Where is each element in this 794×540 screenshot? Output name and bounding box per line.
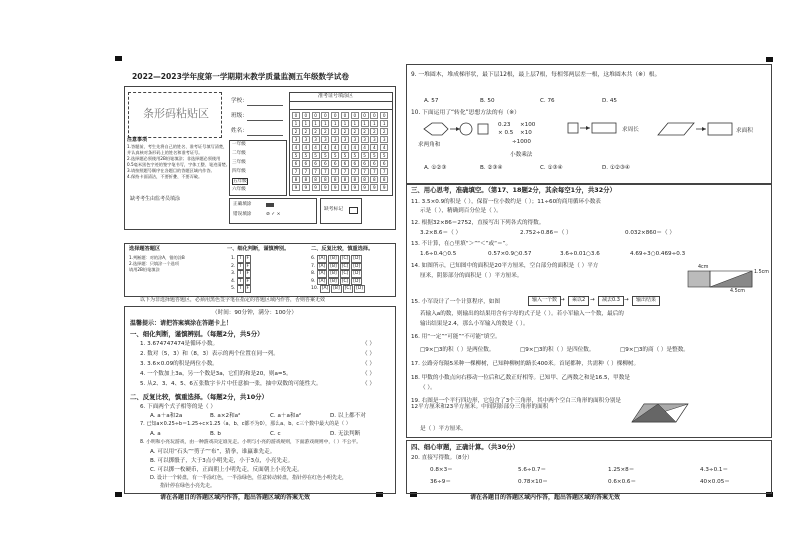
exam-number-bubble[interactable]: 1 (312, 120, 320, 127)
answer-paren[interactable]: （ ） (362, 371, 375, 377)
exam-number-bubble[interactable]: 3 (321, 136, 329, 143)
q16-item: □9×□3的积（ ）是两位数。 (420, 347, 495, 353)
judge-bubble-row[interactable] (231, 278, 252, 286)
calc-item: 4.3÷0.1＝ (700, 467, 729, 473)
exam-number-bubble[interactable]: 7 (370, 168, 378, 175)
exam-number-bubble[interactable]: 5 (321, 152, 329, 159)
q14-dim: 1.5cm (754, 270, 769, 275)
q19-cont: 是（ ）平方厘米。 (420, 426, 467, 432)
q10-math: × 0.5 (498, 130, 514, 136)
choice-option: C. a＋a和a² (270, 413, 302, 419)
exam-number-bubble[interactable]: 4 (370, 144, 378, 151)
exam-number-bubble[interactable]: 0 (302, 112, 310, 119)
exam-number-bubble[interactable]: 5 (302, 152, 310, 159)
choice-bubble-row[interactable] (311, 263, 363, 271)
exam-number-bubble[interactable]: 5 (380, 152, 388, 159)
answer-bubble[interactable]: [C] (341, 263, 349, 269)
exam-number-bubble[interactable]: 1 (321, 120, 329, 127)
q18: 18. 甲数的小数点向右移动一位后和乙数正好相等。已知甲、乙两数之和是16.5，甲数是 (411, 375, 630, 381)
exam-number-bubble[interactable]: 2 (321, 128, 329, 135)
exam-number-bubble[interactable]: 5 (331, 152, 339, 159)
note-line: 2.选择题必须使用2B铅笔填涂；非选择题必须使用 (127, 156, 221, 161)
q16: 16. 用“一定”“可能”“不可能”填空。 (411, 334, 501, 340)
q17: 17. 公路旁每隔5米种一棵柳树，已知种柳树的路长400米。首尾都种，共需种（ ）棵柳树。 (411, 361, 640, 367)
exam-number-bubble[interactable]: 1 (302, 120, 310, 127)
q9-option: C. 76 (540, 98, 555, 104)
grade-label: 五年级 (233, 179, 247, 184)
choice-bubble-row[interactable] (311, 278, 363, 286)
answer-bubble[interactable]: F (246, 256, 250, 261)
choice-note: 1.判断题：对的涂A，错的涂B (129, 255, 185, 260)
fill-correct-label: 正确填涂 (233, 202, 252, 207)
answer-paren[interactable]: （ ） (362, 361, 375, 367)
school-field-label: 学校： (231, 98, 248, 104)
judge-question: 4. 一个数加上3a，另一个数是3a，它们的和是20，则a=5。 (140, 371, 292, 377)
choice-option: D. 设计一个转盘，有一半涂红色，一半涂绿色，任意转动转盘，指针停在红色小明先走， (150, 475, 348, 481)
choice-option: B. a×2和a² (210, 413, 241, 419)
answer-bubble[interactable]: T (238, 263, 242, 269)
section-three-title: 三、用心思考，准确填空。（第17、18题2分，其余每空1分，共32分） (411, 186, 616, 194)
exam-number-bubble[interactable]: 3 (370, 136, 378, 143)
absent-label: 缺考标记 (324, 207, 344, 212)
q15-cont: 输出结果是2.4，那么小军输入的数是（ ）。 (420, 321, 529, 327)
exam-number-bubble[interactable]: 9 (341, 184, 349, 191)
answer-paren[interactable]: （ ） (362, 351, 375, 357)
choice-answer-area (124, 243, 396, 297)
exam-number-bubble[interactable]: 9 (331, 184, 339, 191)
exam-number-bubble[interactable]: 3 (292, 136, 300, 143)
q10-math: 0.23 (498, 122, 511, 128)
calc-item: 40×0.05＝ (700, 479, 730, 485)
q10-figures (418, 119, 738, 159)
exam-number-bubble[interactable]: 0 (380, 112, 388, 119)
exam-number-bubble[interactable]: 5 (312, 152, 320, 159)
answer-paren[interactable]: （ ） (362, 381, 375, 387)
exam-title: 2022—2023学年度第一学期期末教学质量监测五年级数学试卷 (132, 72, 349, 81)
exam-number-bubble[interactable]: 3 (351, 136, 359, 143)
exam-number-bubble[interactable]: 6 (361, 160, 369, 167)
exam-number-bubble[interactable]: 7 (331, 168, 339, 175)
exam-number-bubble[interactable]: 1 (292, 120, 300, 127)
answer-paren[interactable]: （ ） (362, 341, 375, 347)
q10-option: A. ①②③ (424, 165, 447, 171)
flow-arrow: → (590, 297, 595, 303)
answer-bubble[interactable]: [C] (341, 256, 349, 261)
exam-number-bubble[interactable]: 3 (361, 136, 369, 143)
q10-math: ×100 (520, 122, 536, 128)
answer-bubble[interactable]: [A] (318, 271, 326, 276)
section-two-title: 二、反复比较，慎重选择。（每题2分，共10分） (130, 393, 268, 401)
exam-number-bubble[interactable]: 6 (321, 160, 329, 167)
exam-number-bubble[interactable]: 4 (351, 144, 359, 151)
question-number: 1. (231, 256, 237, 261)
exam-number-bubble[interactable]: 8 (331, 176, 339, 183)
right-footer: 请在各题目的答题区域内作答，超出答题区域的答案无效 (470, 494, 621, 501)
exam-number-bubble[interactable]: 4 (321, 144, 329, 151)
exam-number-bubble[interactable]: 2 (331, 128, 339, 135)
choice-option: D. 无法判断 (330, 431, 361, 437)
answer-bubble[interactable]: T (238, 271, 242, 276)
q10-label: 求面积 (736, 128, 753, 134)
q9: 9. 一堆圆木，堆成梯形状，最下层12根，最上层7根，每相邻两层差一根，这堆圆木共（※）根。 (411, 72, 661, 78)
q10-option: D. ①②③④ (602, 165, 630, 171)
exam-number-bubble[interactable]: 4 (361, 144, 369, 151)
answer-bubble[interactable]: [B] (330, 263, 337, 269)
exam-number-bubble[interactable]: 1 (351, 120, 359, 127)
q12-item: 3.2×8.6＝（ ） (420, 230, 462, 236)
q14: 14. 如图所示，已知图中的面积是20平方厘米，空白部分的面积是（ ）平方 (411, 263, 599, 269)
exam-number-bubble[interactable]: 8 (370, 176, 378, 183)
fill-wrong-label: 错误填涂 (233, 212, 252, 217)
exam-number-bubble[interactable]: 6 (370, 160, 378, 167)
judge-head: 一、细化判断，谨慎辨别。 (227, 246, 290, 252)
registration-mark (115, 492, 122, 497)
exam-number-bubble[interactable]: 6 (351, 160, 359, 167)
answer-bubble[interactable]: [A] (321, 286, 329, 291)
exam-number-bubble[interactable]: 6 (302, 160, 310, 167)
grade-table (229, 140, 287, 196)
exam-number-bubble[interactable]: 8 (312, 176, 320, 183)
judge-question: 1. 3.674747474是循环小数。 (140, 341, 219, 347)
answer-bubble[interactable]: [D] (356, 286, 363, 291)
exam-number-bubble[interactable]: 2 (302, 128, 310, 135)
choice-option: A. a＋a和2a (150, 413, 183, 419)
exam-number-bubble[interactable]: 0 (292, 112, 300, 119)
flow-arrow: → (624, 297, 629, 303)
answer-bubble[interactable]: [C] (341, 278, 349, 284)
exam-number-bubble[interactable]: 0 (341, 112, 349, 119)
q14-figure (684, 265, 764, 295)
answer-bubble[interactable]: F (246, 278, 250, 284)
exam-number-bubble[interactable]: 1 (331, 120, 339, 127)
q14-dim: 4.5cm (730, 289, 745, 294)
choice-option: 指针停在绿色小亮先走。 (150, 483, 216, 489)
question-number: 10. (311, 286, 320, 291)
exam-number-bubble[interactable]: 8 (302, 176, 310, 183)
choice-question: 7. 已知a×0.25÷b＝1.25÷c×1.25（a、b、c都不为0），那么a、b、c三个数中最大的是（ ） (140, 421, 351, 427)
exam-number-bubble[interactable]: 0 (321, 112, 329, 119)
q10-label: 小数乘法 (510, 152, 533, 158)
note-line: 并认真核对条形码上的姓名和准考证号。 (127, 150, 203, 155)
choice-question: 8. 小明和小亮玩游戏，由一种游戏决定谁先走。小明与小亮的游戏规则，下面游戏规则中，（ ）不公平。 (140, 440, 362, 445)
exam-number-bubble[interactable]: 7 (312, 168, 320, 175)
choice-option: A. 可以用“石头”“剪子”“布”，猜拳，谁赢谁先走。 (150, 449, 276, 455)
exam-number-bubble[interactable]: 0 (331, 112, 339, 119)
exam-number-bubble[interactable]: 2 (351, 128, 359, 135)
q10-option: C. ①③④ (540, 165, 563, 171)
choose-head: 二、反复比较，慎重选择。 (311, 246, 374, 252)
exam-number-bubble[interactable]: 6 (312, 160, 320, 167)
choice-note: 请用2B铅笔填涂 (129, 267, 160, 272)
exam-number-bubble[interactable]: 9 (292, 184, 300, 191)
exam-number-bubble[interactable]: 4 (312, 144, 320, 151)
exam-number-bubble[interactable]: 5 (361, 152, 369, 159)
judge-question: 2. 数对（5，3）和（8，3）表示的两个位置在同一列。 (140, 351, 279, 357)
exam-number-bubble[interactable]: 3 (341, 136, 349, 143)
exam-number-bubble[interactable]: 7 (302, 168, 310, 175)
exam-number-bubble[interactable]: 4 (331, 144, 339, 151)
answer-bubble[interactable]: [D] (353, 263, 361, 269)
exam-number-bubble[interactable]: 2 (361, 128, 369, 135)
choice-bubble-row[interactable] (311, 285, 366, 293)
absent-box[interactable] (320, 198, 362, 224)
question-number: 7. (311, 263, 317, 269)
q11: 11. 3.5×0.9的积是（ ），保留一位小数约是（ ）；11÷60的商用循环小数表 (411, 199, 601, 205)
judge-question: 5. 从2、3、4、5、6五张数字卡片中任意抽一张，抽中双数的可能性大。 (140, 381, 322, 387)
registration-mark (766, 57, 773, 62)
exam-number-bubble[interactable]: 5 (292, 152, 300, 159)
question-number: 6. (311, 256, 317, 261)
q13-item: 3.6÷0.01○3.6 (560, 251, 600, 257)
q12: 12. 根据32×86＝2752，直接写出下列各式的得数。 (411, 220, 545, 226)
exam-number-bubble[interactable]: 6 (380, 160, 388, 167)
q9-option: A. 57 (424, 98, 439, 104)
q13: 13. 不计算，在○里填“＞”“＜”或“＝”。 (411, 241, 512, 247)
note-line: 3.请按照题号顺序在各题目的答题区域内作答。 (127, 168, 215, 173)
question-number: 9. (311, 278, 317, 284)
choice-option: D. 以上都不对 (330, 413, 366, 419)
class-field-label: 班级： (231, 113, 248, 119)
q15-flow-step: 输出结果 (632, 296, 660, 306)
judge-bubble-row[interactable] (231, 285, 252, 293)
exam-number-bubble[interactable]: 4 (341, 144, 349, 151)
answer-bubble[interactable]: F (246, 271, 250, 276)
exam-number-bubble[interactable]: 2 (370, 128, 378, 135)
teacher-note: 缺考考生由监考员填涂 (130, 196, 181, 202)
barcode-area (128, 92, 222, 138)
choice-option: B. 可以掷骰子，大于3点小明先走，小于3点，小亮先走。 (150, 458, 294, 464)
exam-number-bubble[interactable]: 3 (380, 136, 388, 143)
fill-example-box (229, 198, 317, 224)
question-number: 2. (231, 263, 237, 269)
q19: 19. 右图是一个平行四边形，它包含了3个三角形，其中两个空白三角形的面积分别是12平方厘米和23平方厘米。中间阴影部分三角形的面积 (411, 398, 622, 411)
q19-figure (628, 402, 692, 424)
answer-bubble[interactable]: [B] (330, 256, 337, 261)
q15-flow-step: 减去0.3 (598, 296, 624, 306)
exam-number-title: 准考证号填涂区 (318, 93, 354, 99)
exam-number-bubble[interactable]: 9 (361, 184, 369, 191)
choice-bubble-row[interactable] (311, 255, 363, 263)
q9-option: D. 45 (602, 98, 617, 104)
exam-number-bubble[interactable]: 8 (292, 176, 300, 183)
exam-number-bubble[interactable]: 0 (312, 112, 320, 119)
question-number: 5. (231, 286, 237, 291)
q20: 20. 直接写得数。（8分） (411, 455, 473, 461)
question-number: 3. (231, 271, 237, 276)
answer-bubble[interactable]: [C] (341, 271, 349, 276)
name-field-label: 姓名： (231, 128, 248, 134)
q16-item: □9×□3的积（ ）是四位数。 (520, 347, 595, 353)
exam-number-grid (289, 92, 393, 196)
exam-number-bubble[interactable]: 9 (321, 184, 329, 191)
grade-label: 一年级 (232, 142, 246, 147)
exam-number-bubble[interactable]: 7 (341, 168, 349, 175)
grade-label: 二年级 (232, 151, 246, 156)
calc-item: 5.6÷0.7＝ (518, 467, 547, 473)
choice-note: 2.选择题：只填涂一个选项 (129, 261, 180, 266)
q12-item: 0.032×860＝（ ） (625, 230, 675, 236)
grade-label: 三年级 (232, 160, 246, 165)
q11-cont: 示是（ ），精确到百分位是（ ）。 (420, 208, 502, 214)
exam-number-bubble[interactable]: 2 (341, 128, 349, 135)
answer-bubble[interactable]: T (238, 256, 242, 261)
exam-number-bubble[interactable]: 5 (341, 152, 349, 159)
answer-bubble[interactable]: T (238, 278, 242, 284)
judge-bubble-row[interactable] (231, 263, 252, 271)
registration-mark (115, 56, 122, 61)
note-line: 0.5毫米黑色字迹的签字笔书写，字体工整、笔迹清楚。 (127, 162, 230, 167)
exam-number-bubble[interactable]: 4 (292, 144, 300, 151)
choice-option: B. b (210, 431, 221, 437)
calc-item: 36÷9＝ (430, 479, 451, 485)
answer-bubble[interactable]: [B] (330, 278, 337, 284)
exam-number-bubble[interactable]: 6 (331, 160, 339, 167)
answer-bubble[interactable]: [C] (344, 286, 352, 291)
choice-option: C. c (270, 431, 281, 437)
q9-option: B. 50 (480, 98, 495, 104)
judge-bubble-row[interactable] (231, 255, 252, 263)
choice-question: 6. 下面两个式子相等的是（ ） (140, 404, 217, 410)
choice-option: A. a (150, 431, 161, 437)
q13-item: 4.69÷3○0.469÷0.3 (630, 251, 686, 257)
calc-item: 0.78×10＝ (518, 479, 548, 485)
exam-number-bubble[interactable]: 8 (321, 176, 329, 183)
answer-bubble[interactable]: [A] (318, 278, 326, 284)
exam-number-bubble[interactable]: 9 (380, 184, 388, 191)
notes-title: 注意事项 (127, 137, 148, 143)
q15-cont: 若输入a的数，则输出的结果用含有字母的式子是（ ）。若小军输入一个数，最后的 (420, 311, 624, 317)
exam-number-bubble[interactable]: 7 (292, 168, 300, 175)
note-line: 1.答题前，考生先将自己的姓名、准考证号填写清楚， (127, 144, 228, 149)
grade-label: 六年级 (232, 187, 246, 192)
q15-flow-step: 输入一个数 (528, 296, 561, 306)
judge-question: 3. 3.6×0.09的积是两位小数。 (140, 361, 218, 367)
answer-bubble[interactable]: [D] (353, 256, 361, 261)
section-one-title: 一、细化判断，谨慎辨别。（每题2分，共5分） (130, 330, 264, 338)
exam-number-bubble[interactable]: 8 (361, 176, 369, 183)
answer-bubble[interactable]: [D] (353, 271, 361, 276)
q12-item: 2.752÷0.86＝（ ） (520, 230, 572, 236)
answer-bubble[interactable]: [A] (318, 256, 326, 261)
exam-number-bubble[interactable]: 7 (380, 168, 388, 175)
q15: 15. 小军设计了一个计算程序，如图 (411, 299, 500, 305)
left-footer: 请在各题目的答题区域内作答，超出答题区域的答案无效 (160, 494, 311, 501)
exam-number-bubble[interactable]: 5 (370, 152, 378, 159)
fill-correct-sample (266, 203, 274, 207)
exam-number-bubble[interactable]: 6 (341, 160, 349, 167)
tip: 温馨提示：请把答案填涂在答题卡上！ (130, 320, 233, 327)
q10-label: 求两角和 (418, 142, 441, 148)
exam-number-bubble[interactable]: 2 (312, 128, 320, 135)
q10-option: B. ②③④ (480, 165, 503, 171)
q10-label: 求周长 (622, 127, 639, 133)
exam-number-bubble[interactable]: 7 (321, 168, 329, 175)
note-line: 4.保持卡面清洁，不要折叠、不要弄破。 (127, 174, 203, 179)
exam-number-bubble[interactable]: 8 (341, 176, 349, 183)
choice-bubble-row[interactable] (311, 270, 363, 278)
fill-wrong-sample: ⊘ ✓ × (266, 212, 281, 217)
q10-math: ÷1000 (512, 139, 531, 145)
answer-bubble[interactable]: T (238, 286, 242, 291)
exam-number-bubble[interactable]: 7 (361, 168, 369, 175)
q14-cont: 厘米，阴影部分的面积是（ ）平方厘米。 (420, 273, 523, 279)
judge-bubble-row[interactable] (231, 270, 252, 278)
q10-math: ×10 (520, 130, 532, 136)
exam-number-bubble[interactable]: 3 (312, 136, 320, 143)
calc-item: 0.8×3＝ (430, 467, 453, 473)
exam-number-bubble[interactable]: 9 (370, 184, 378, 191)
section-four-title: 四、细心审题，正确计算。（共30分） (411, 443, 519, 451)
exam-number-bubble[interactable]: 0 (361, 112, 369, 119)
answer-bubble[interactable]: F (246, 263, 250, 269)
exam-number-bubble[interactable]: 1 (341, 120, 349, 127)
answer-bubble[interactable]: [B] (330, 271, 337, 276)
exam-number-bubble[interactable]: 0 (351, 112, 359, 119)
exam-number-bubble[interactable]: 1 (380, 120, 388, 127)
q15-flow-step: 乘以2 (568, 296, 589, 306)
grade-label: 四年级 (232, 169, 246, 174)
exam-number-bubble[interactable]: 1 (361, 120, 369, 127)
q13-item: 1.6÷0.4○0.5 (420, 251, 457, 257)
choice-zone-title: 选择题答题区 (129, 246, 161, 252)
q16-item: □9×□3的商（ ）是整数。 (620, 347, 689, 353)
question-number: 4. (231, 278, 237, 284)
exam-number-bubble[interactable]: 6 (292, 160, 300, 167)
exam-number-bubble[interactable]: 8 (380, 176, 388, 183)
exam-number-bubble[interactable]: 2 (292, 128, 300, 135)
flow-arrow: → (560, 297, 565, 303)
exam-number-bubble[interactable]: 8 (351, 176, 359, 183)
question-number: 8. (311, 271, 317, 276)
choice-option: C. 可以掷一枚硬币，正面朝上小明先走，反面朝上小亮先走。 (150, 467, 303, 473)
exam-number-bubble[interactable]: 0 (370, 112, 378, 119)
exam-number-bubble[interactable]: 9 (351, 184, 359, 191)
exam-number-bubble[interactable]: 9 (302, 184, 310, 191)
answer-bubble[interactable]: [D] (353, 278, 361, 284)
q10: 10. 下面运用了“转化”思想方法的有（※） (411, 110, 520, 116)
exam-number-bubble[interactable]: 2 (380, 128, 388, 135)
exam-time: （时间：90分钟，满分：100分） (212, 310, 297, 316)
q14-dim: 4cm (698, 265, 709, 270)
exam-number-bubble[interactable]: 4 (380, 144, 388, 151)
exam-number-bubble[interactable]: 9 (312, 184, 320, 191)
answer-bubble[interactable]: [A] (318, 263, 326, 269)
exam-number-bubble[interactable]: 5 (351, 152, 359, 159)
non-choice-warning: 以下为非选择题答题区，必须用黑色签字笔在指定的答题区域内作答，否则答案无效 (140, 297, 326, 303)
exam-number-bubble[interactable]: 4 (302, 144, 310, 151)
barcode-label: 条形码粘贴区 (143, 107, 209, 120)
q18-cont: （ ）。 (420, 385, 436, 391)
answer-bubble[interactable]: F (246, 286, 250, 291)
exam-number-bubble[interactable]: 7 (351, 168, 359, 175)
answer-bubble[interactable]: [B] (333, 286, 340, 291)
exam-number-bubble[interactable]: 3 (302, 136, 310, 143)
exam-number-bubble[interactable]: 3 (331, 136, 339, 143)
calc-item: 0.6×0.6＝ (608, 479, 637, 485)
exam-number-bubble[interactable]: 1 (370, 120, 378, 127)
q13-item: 0.57×0.9○0.57 (488, 251, 532, 257)
calc-item: 1.25×8＝ (608, 467, 635, 473)
